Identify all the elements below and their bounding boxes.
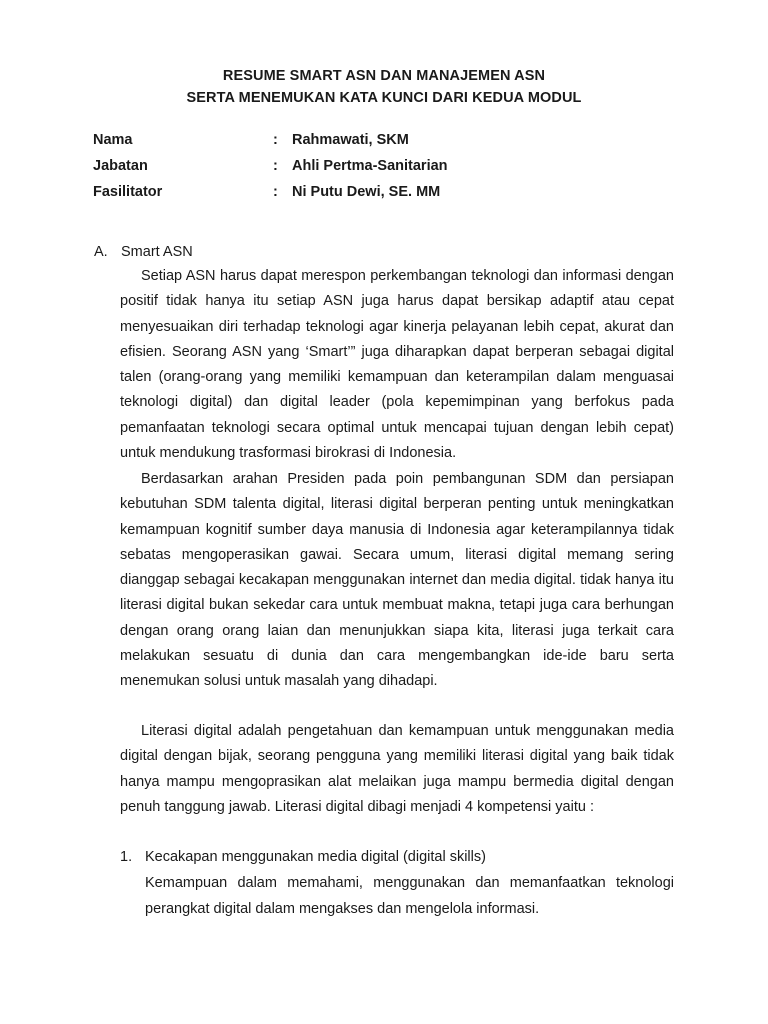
list-item-description: Kemampuan dalam memahami, menggunakan dan memanfaatkan teknologi perangkat digital dalam mengakses dan mengelola informasi.: [145, 875, 674, 917]
list-item-title: Kecakapan menggunakan media digital (digital skills): [145, 849, 486, 865]
identity-value: Rahmawati, SKM: [292, 132, 409, 148]
identity-label: Jabatan: [93, 158, 148, 174]
identity-label: Nama: [93, 132, 133, 148]
document-title-line1: RESUME SMART ASN DAN MANAJEMEN ASN: [222, 68, 546, 84]
list-item-heading: [120, 845, 486, 870]
paragraph: Berdasarkan arahan Presiden pada poin pembangunan SDM dan persiapan kebutuhan SDM talenta digital, literasi digital berperan penting untuk meningkatkan kemampuan kognitif sumber daya manusia di Indonesia agar keterampilannya tidak sebatas mengoperasikan gawai. Secara umum, literasi digital memang sering dianggap sebagai kecakapan menggunakan internet dan media digital. tidak hanya itu literasi digital bukan sekedar cara untuk membuat makna, tetapi juga cara berhungan dengan orang orang laian dan menunjukkan siapa kita, literasi juga terkait cara melakukan sesuatu di dunia dan cara mengembangkan ide-ide baru serta menemukan solusi untuk masalah yang dihadapi.: [120, 471, 674, 690]
identity-label: Fasilitator: [93, 184, 163, 200]
section-heading: [94, 240, 193, 265]
identity-colon: :: [273, 184, 278, 200]
identity-value: Ni Putu Dewi, SE. MM: [292, 184, 441, 200]
section-title: Smart ASN: [121, 244, 193, 260]
paragraph: Literasi digital adalah pengetahuan dan kemampuan untuk menggunakan media digital dengan bijak, seorang pengguna yang memiliki literasi digital yang baik tidak hanya mampu mengoprasikan alat melaikan juga mampu bermedia digital dengan penuh tanggung jawab. Literasi digital dibagi menjadi 4 kompetensi yaitu :: [120, 723, 674, 815]
identity-value: Ahli Pertma-Sanitarian: [292, 158, 448, 174]
list-marker: 1.: [120, 849, 133, 865]
section-marker: A.: [94, 244, 108, 260]
identity-colon: :: [273, 158, 278, 174]
document-title-line2: SERTA MENEMUKAN KATA KUNCI DARI KEDUA MODUL: [186, 90, 582, 106]
paragraph: Setiap ASN harus dapat merespon perkembangan teknologi dan informasi dengan positif tidak hanya itu setiap ASN juga harus dapat bersikap adaptif atau cepat menyesuaikan diri terhadap teknologi agar kinerja pelayanan lebih cepat, akurat dan efisien. Seorang ASN yang ‘Smart’” juga diharapkan dapat berperan sebagai digital talen (orang-orang yang memiliki kemampuan dan keterampilan dalam menguasai teknologi digital) dan digital leader (pola kepemimpinan yang berfokus pada pemanfaatan teknologi secara optimal untuk mencapai tujuan dengan lebih cepat) untuk mendukung trasformasi birokrasi di Indonesia.: [120, 268, 674, 462]
identity-colon: :: [273, 132, 278, 148]
